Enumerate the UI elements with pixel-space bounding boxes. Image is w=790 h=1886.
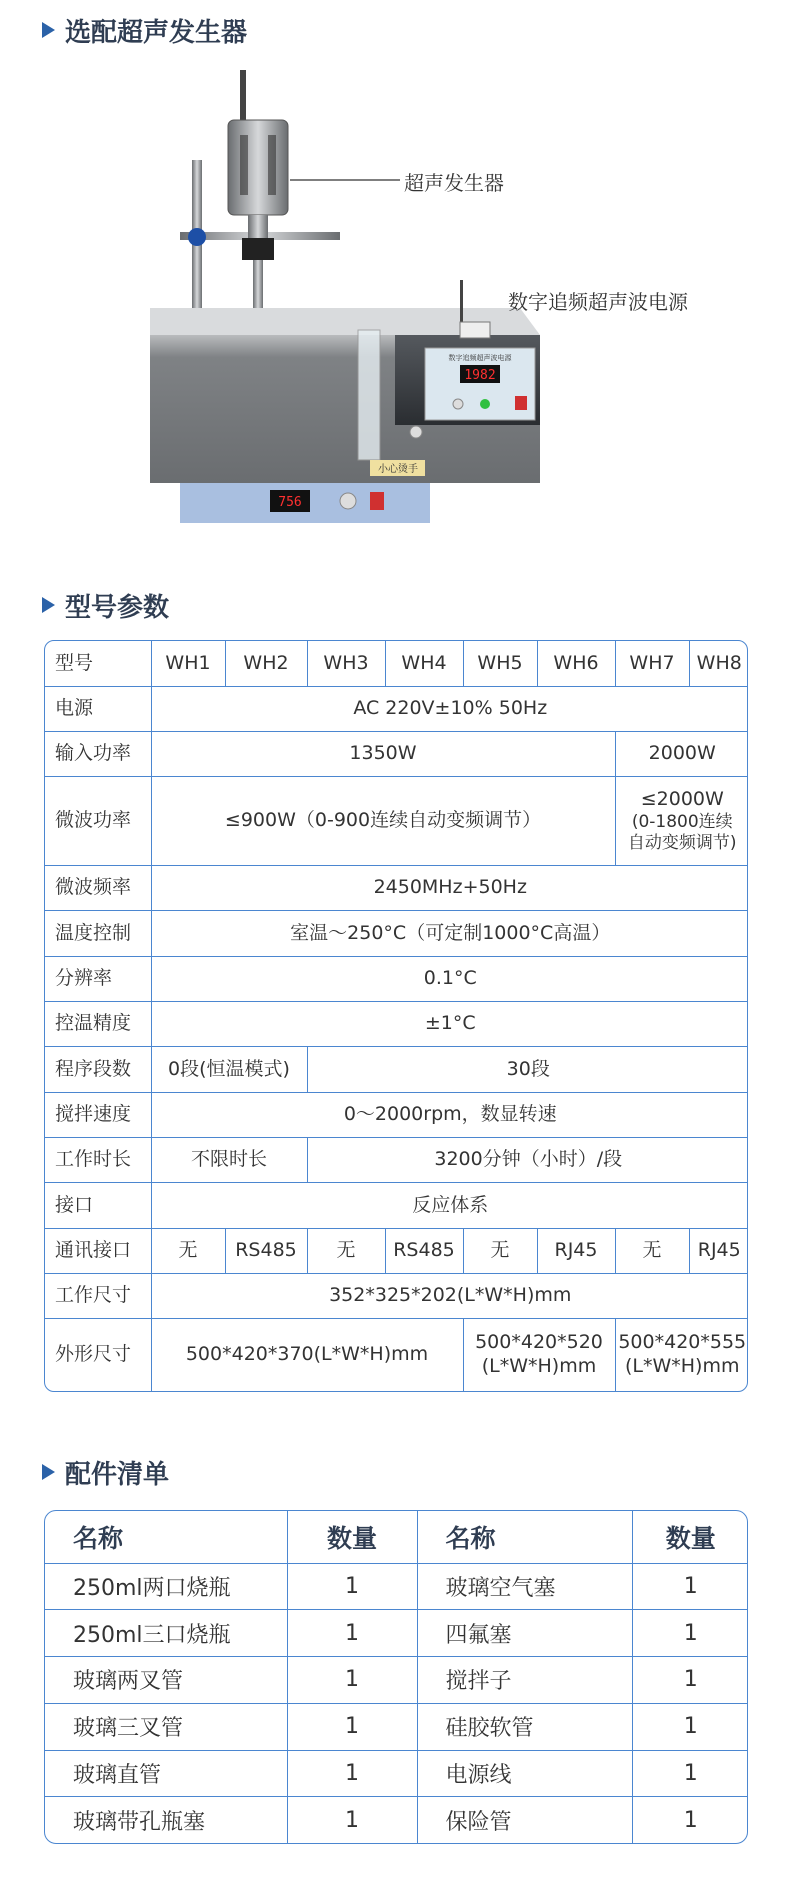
section-title-text: 选配超声发生器 xyxy=(65,17,248,48)
table-row xyxy=(45,1703,748,1750)
model-cell: WH3 xyxy=(307,641,385,686)
table-row xyxy=(45,1092,748,1137)
value-cell: 2450MHz+50Hz xyxy=(151,866,748,911)
value-cell: 500*420*370(L*W*H)mm xyxy=(151,1319,463,1391)
row-label: 分辨率 xyxy=(45,956,151,1001)
speed-display-text: 756 xyxy=(278,495,302,510)
item-qty: 1 xyxy=(287,1750,417,1797)
item-qty: 1 xyxy=(632,1750,748,1797)
item-name: 电源线 xyxy=(417,1750,632,1797)
item-name: 玻璃两叉管 xyxy=(45,1657,287,1704)
value-cell: 0.1°C xyxy=(151,956,748,1001)
value-cell: 1350W xyxy=(151,732,615,777)
section-title-params xyxy=(42,585,169,625)
value-cell: ≤2000W (0-1800连续 自动变频调节) xyxy=(615,777,748,866)
item-qty: 1 xyxy=(287,1797,417,1843)
item-qty: 1 xyxy=(632,1703,748,1750)
item-qty: 1 xyxy=(632,1563,748,1610)
power-box-label: 数字追频超声波电源 xyxy=(448,354,512,362)
table-row xyxy=(45,1319,748,1391)
item-name: 保险管 xyxy=(417,1797,632,1843)
model-cell: WH2 xyxy=(225,641,307,686)
row-label: 电源 xyxy=(45,686,151,731)
model-cell: WH7 xyxy=(615,641,689,686)
value-cell: 不限时长 xyxy=(151,1138,307,1183)
power-display-text: 1982 xyxy=(464,368,496,383)
callout-generator: 超声发生器 xyxy=(404,171,504,195)
table-row xyxy=(45,686,748,731)
row-label: 温度控制 xyxy=(45,911,151,956)
table-row xyxy=(45,641,748,686)
value-cell: 反应体系 xyxy=(151,1183,748,1228)
model-cell: WH5 xyxy=(463,641,537,686)
value-cell: 无 xyxy=(463,1228,537,1273)
row-label: 通讯接口 xyxy=(45,1228,151,1273)
table-row xyxy=(45,1228,748,1273)
triangle-bullet-icon xyxy=(42,22,55,38)
section-title-text: 配件清单 xyxy=(65,1459,170,1490)
row-label: 搅拌速度 xyxy=(45,1092,151,1137)
row-label: 控温精度 xyxy=(45,1002,151,1047)
row-label: 微波频率 xyxy=(45,866,151,911)
row-label: 程序段数 xyxy=(45,1047,151,1092)
value-cell: RS485 xyxy=(225,1228,307,1273)
value-cell: 500*420*555 (L*W*H)mm xyxy=(615,1319,748,1391)
clamp-knob xyxy=(188,228,206,246)
triangle-bullet-icon xyxy=(42,597,55,613)
item-name: 玻璃直管 xyxy=(45,1750,287,1797)
transducer xyxy=(228,120,288,215)
row-label: 外形尺寸 xyxy=(45,1319,151,1391)
row-label: 工作尺寸 xyxy=(45,1274,151,1319)
table-row xyxy=(45,1138,748,1183)
table-row xyxy=(45,1183,748,1228)
item-name: 250ml两口烧瓶 xyxy=(45,1563,287,1610)
value-cell: AC 220V±10% 50Hz xyxy=(151,686,748,731)
model-cell: WH6 xyxy=(537,641,615,686)
table-row xyxy=(45,1002,748,1047)
table-header-row xyxy=(45,1511,748,1563)
value-cell: 352*325*202(L*W*H)mm xyxy=(151,1274,748,1319)
section-title-text: 型号参数 xyxy=(65,592,170,623)
item-qty: 1 xyxy=(287,1563,417,1610)
section-title-accessories xyxy=(42,1452,169,1492)
item-qty: 1 xyxy=(287,1703,417,1750)
row-label: 型号 xyxy=(45,641,151,686)
value-cell: 室温～250°C（可定制1000°C高温） xyxy=(151,911,748,956)
item-qty: 1 xyxy=(632,1610,748,1657)
item-qty: 1 xyxy=(287,1610,417,1657)
value-cell: 0～2000rpm，数显转速 xyxy=(151,1092,748,1137)
table-row xyxy=(45,866,748,911)
value-cell: ≤900W（0-900连续自动变频调节） xyxy=(151,777,615,866)
value-cell: ±1°C xyxy=(151,1002,748,1047)
table-row xyxy=(45,956,748,1001)
item-name: 玻璃空气塞 xyxy=(417,1563,632,1610)
accessories-table xyxy=(44,1510,748,1844)
table-row xyxy=(45,1797,748,1843)
header-cell: 数量 xyxy=(287,1511,417,1563)
value-cell: 无 xyxy=(615,1228,689,1273)
value-cell: RS485 xyxy=(385,1228,463,1273)
item-qty: 1 xyxy=(632,1657,748,1704)
table-row xyxy=(45,1750,748,1797)
table-row xyxy=(45,732,748,777)
table-row xyxy=(45,1657,748,1704)
item-name: 硅胶软管 xyxy=(417,1703,632,1750)
item-name: 250ml三口烧瓶 xyxy=(45,1610,287,1657)
item-name: 搅拌子 xyxy=(417,1657,632,1704)
table-row xyxy=(45,911,748,956)
triangle-bullet-icon xyxy=(42,1464,55,1480)
row-label: 输入功率 xyxy=(45,732,151,777)
model-cell: WH4 xyxy=(385,641,463,686)
model-cell: WH8 xyxy=(689,641,748,686)
callout-power-supply: 数字追频超声波电源 xyxy=(508,290,688,314)
section-title-generator xyxy=(42,10,247,50)
table-row xyxy=(45,1047,748,1092)
warning-label: 小心烫手 xyxy=(378,464,418,475)
value-cell: 无 xyxy=(307,1228,385,1273)
table-row xyxy=(45,1610,748,1657)
item-name: 玻璃带孔瓶塞 xyxy=(45,1797,287,1843)
spec-table xyxy=(44,640,748,1392)
value-cell: RJ45 xyxy=(537,1228,615,1273)
value-cell: RJ45 xyxy=(689,1228,748,1273)
row-label: 工作时长 xyxy=(45,1138,151,1183)
table-row xyxy=(45,1563,748,1610)
header-cell: 数量 xyxy=(632,1511,748,1563)
value-cell: 0段(恒温模式) xyxy=(151,1047,307,1092)
table-row xyxy=(45,1274,748,1319)
row-label: 接口 xyxy=(45,1183,151,1228)
item-qty: 1 xyxy=(287,1657,417,1704)
item-name: 玻璃三叉管 xyxy=(45,1703,287,1750)
item-qty: 1 xyxy=(632,1797,748,1843)
value-cell: 2000W xyxy=(615,732,748,777)
row-label: 微波功率 xyxy=(45,777,151,866)
header-cell: 名称 xyxy=(417,1511,632,1563)
probe-tip xyxy=(253,260,263,310)
value-cell: 3200分钟（小时）/段 xyxy=(307,1138,748,1183)
table-row xyxy=(45,777,748,866)
model-cell: WH1 xyxy=(151,641,225,686)
item-name: 四氟塞 xyxy=(417,1610,632,1657)
value-cell: 30段 xyxy=(307,1047,748,1092)
value-cell: 无 xyxy=(151,1228,225,1273)
header-cell: 名称 xyxy=(45,1511,287,1563)
value-cell: 500*420*520 (L*W*H)mm xyxy=(463,1319,615,1391)
